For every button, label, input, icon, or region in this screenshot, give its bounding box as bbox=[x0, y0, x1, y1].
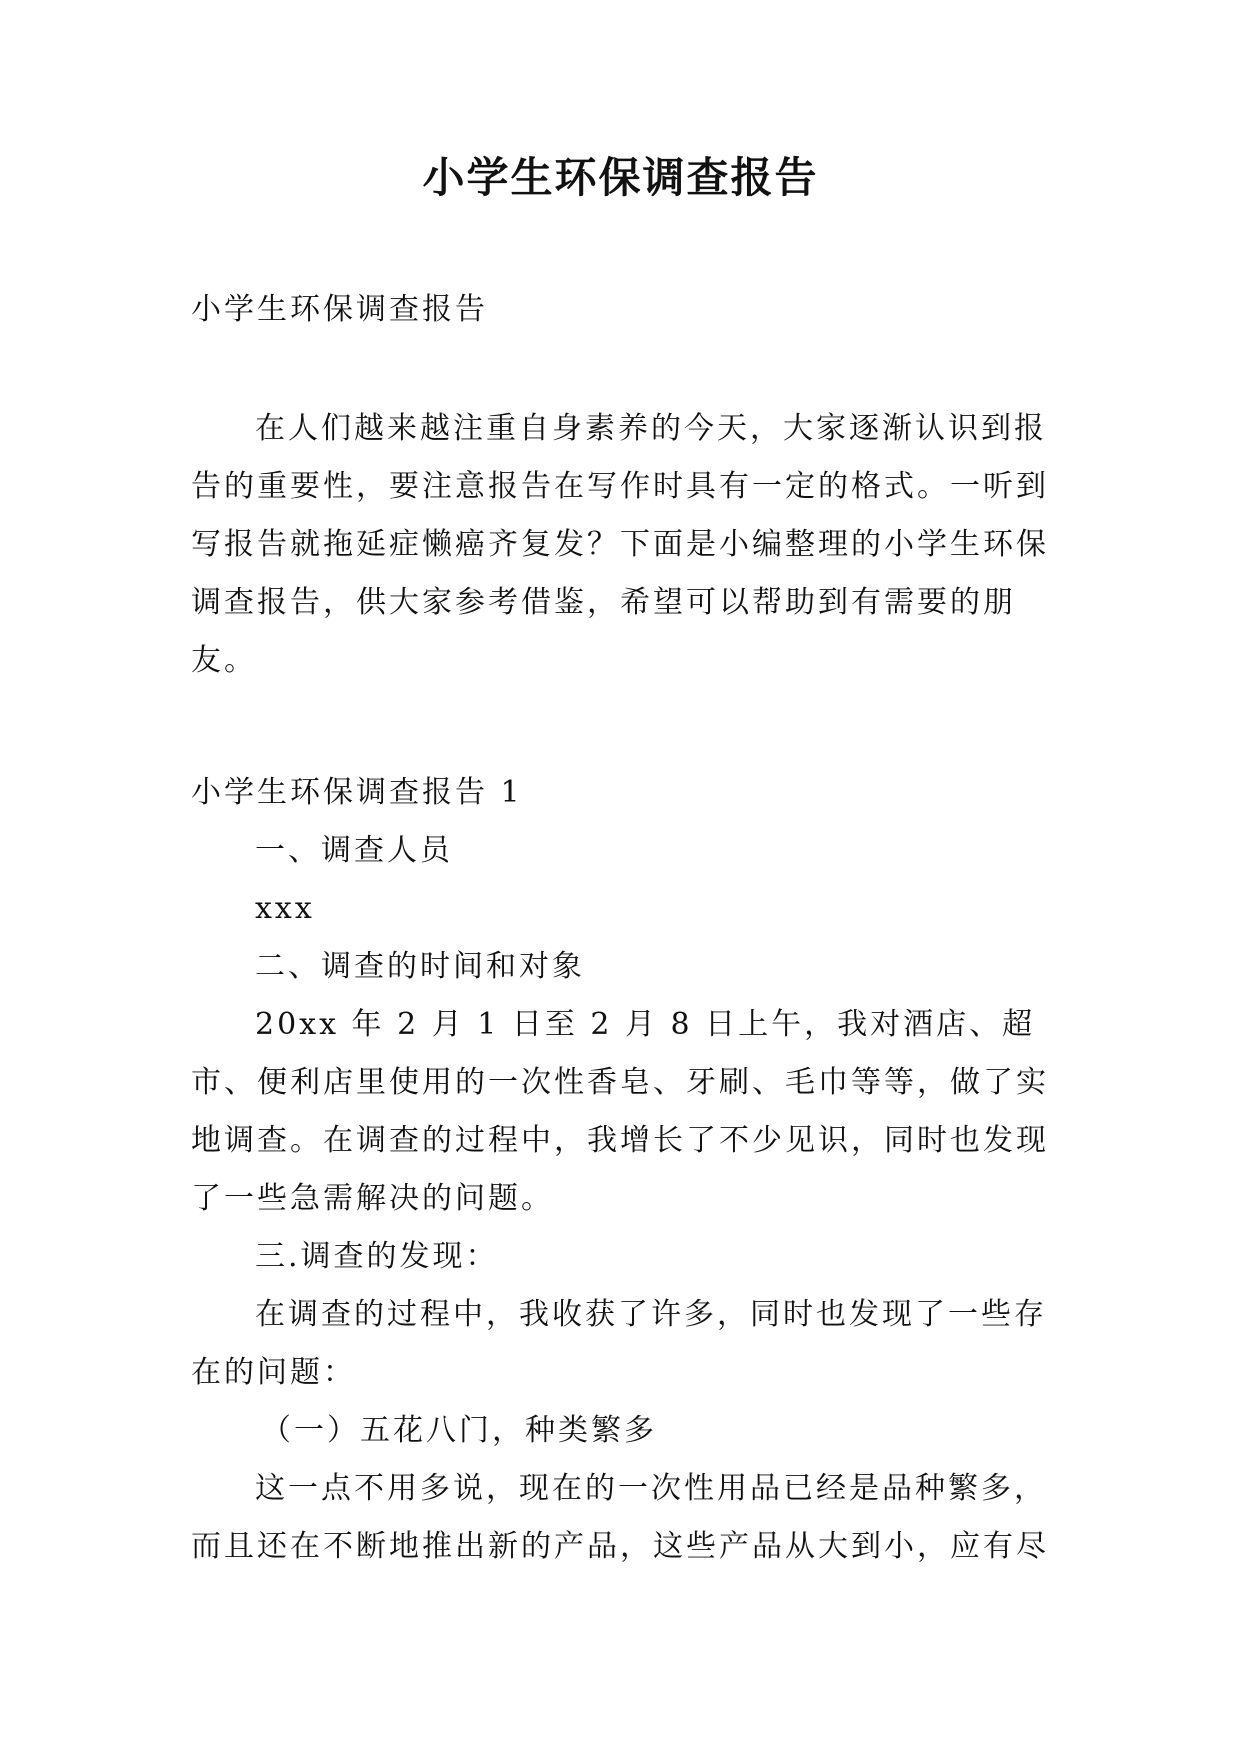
item3-content: 在调查的过程中，我收获了许多，同时也发现了一些存在的问题： bbox=[191, 1297, 1047, 1390]
section-heading: 小学生环保调查报告 1 bbox=[191, 775, 523, 810]
item2-content: 20xx 年 2 月 1 日至 2 月 8 日上午，我对酒店、超市、便利店里使用的一次性香皂、牙刷、毛巾等等，做了实地调查。在调查的过程中，我增长了不少见识，同时也发现了一些急需解决的问题。 bbox=[191, 1007, 1049, 1216]
intro-paragraph: 在人们越来越注重自身素养的今天，大家逐渐认识到报告的重要性，要注意报告在写作时具有一定的格式。一听到写报告就拖延症懒癌齐复发？下面是小编整理的小学生环保调查报告，供大家参考借鉴，希望可以帮助到有需要的朋友。 bbox=[191, 411, 1049, 678]
document-subtitle: 小学生环保调查报告 bbox=[191, 292, 488, 327]
item2-heading: 二、调查的时间和对象 bbox=[255, 949, 585, 984]
item1-content: xxx bbox=[255, 891, 315, 926]
sub1-heading: （一）五花八门，种类繁多 bbox=[261, 1413, 657, 1448]
sub1-content: 这一点不用多说，现在的一次性用品已经是品种繁多，而且还在不断地推出新的产品，这些产品从大到小，应有尽 bbox=[191, 1471, 1049, 1564]
document-title: 小学生环保调查报告 bbox=[422, 153, 819, 202]
report-section-1 bbox=[191, 764, 1051, 1576]
item3-heading: 三.调查的发现： bbox=[255, 1239, 499, 1274]
item1-heading: 一、调查人员 bbox=[255, 833, 453, 868]
